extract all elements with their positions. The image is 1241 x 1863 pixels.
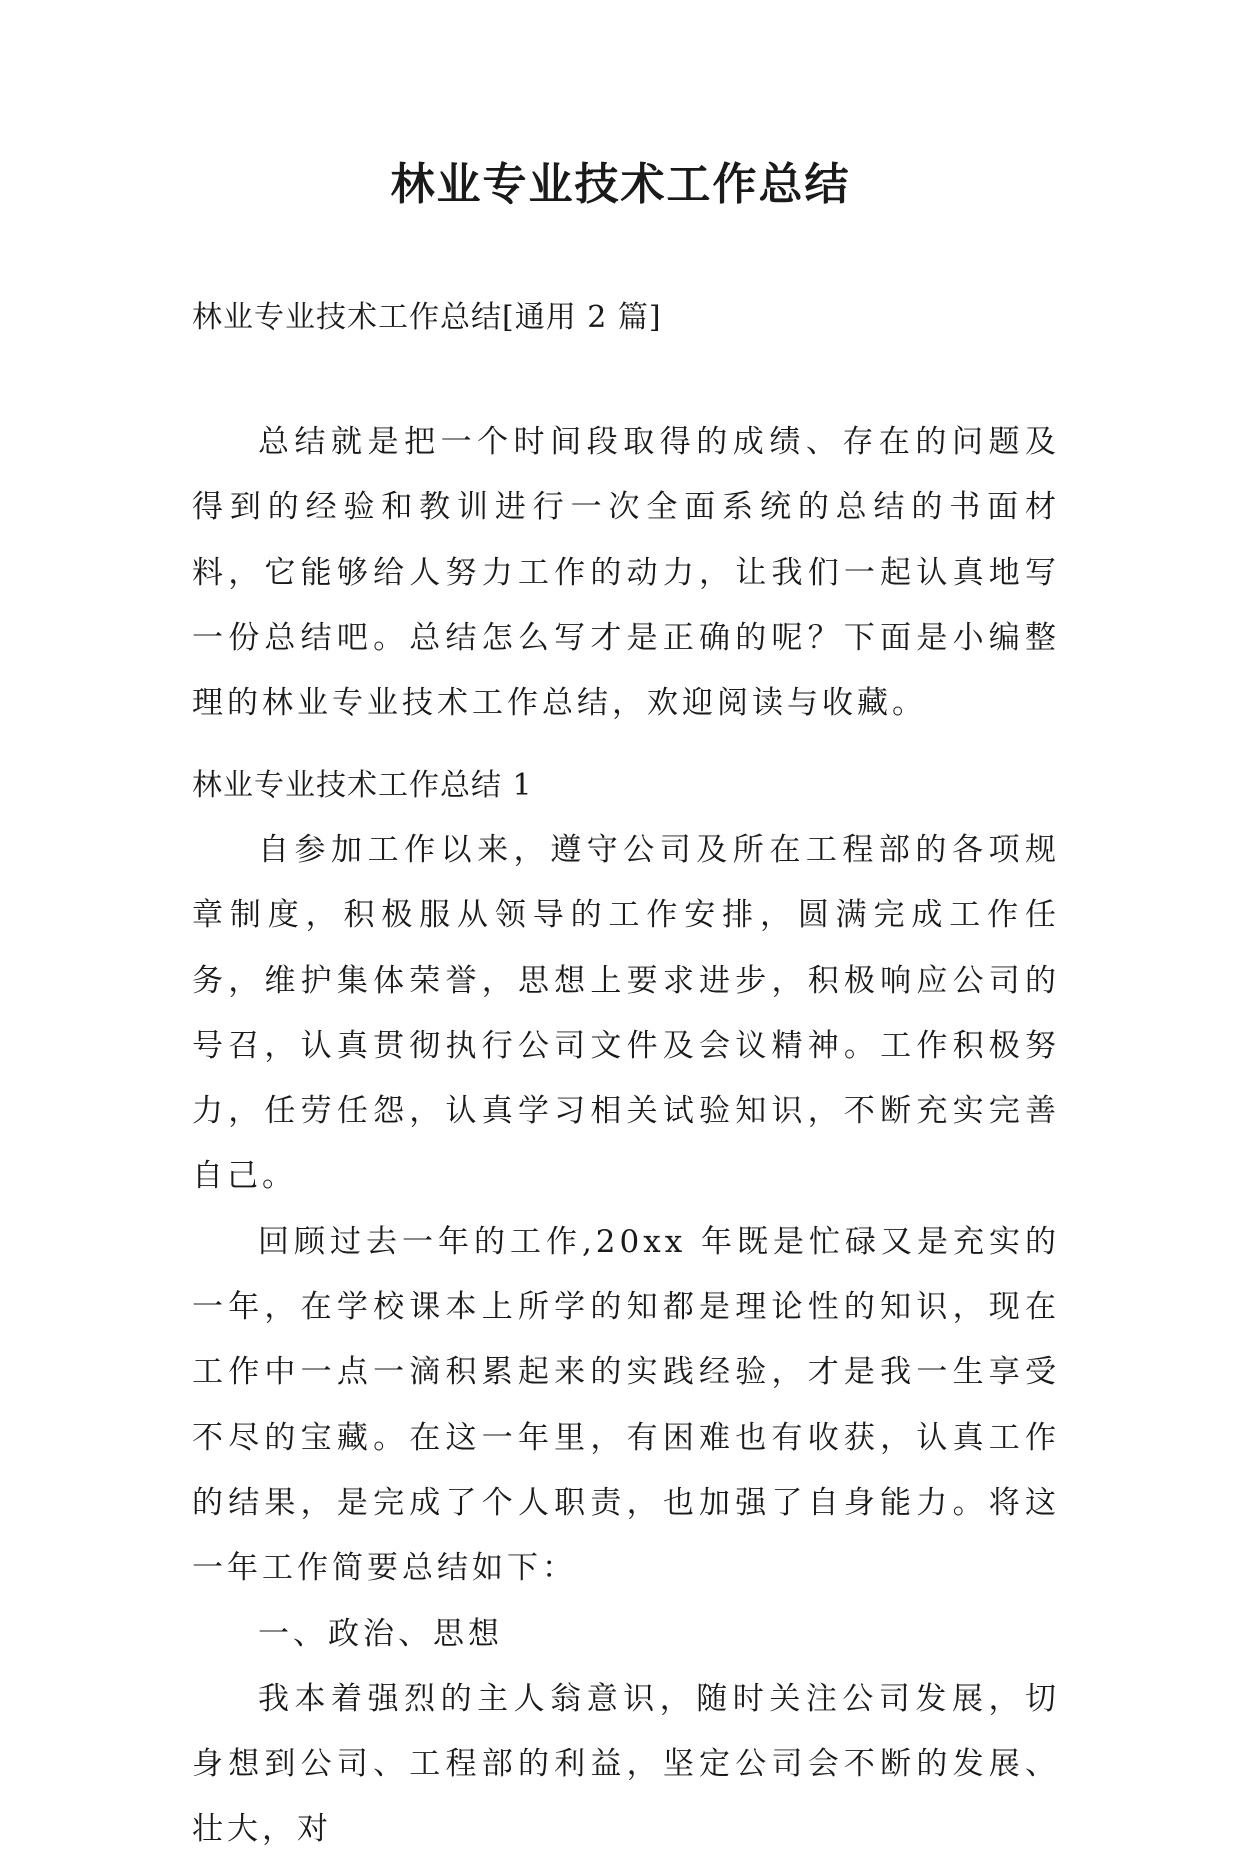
section-heading: 林业专业技术工作总结 1 [192, 768, 533, 803]
body-paragraph: 我本着强烈的主人翁意识，随时关注公司发展，切身想到公司、工程部的利益，坚定公司会不断的发展、壮大，对 [192, 1680, 1060, 1848]
body-paragraph: 自参加工作以来，遵守公司及所在工程部的各项规章制度，积极服从领导的工作安排，圆满完成工作任务，维护集体荣誉，思想上要求进步，积极响应公司的号召，认真贯彻执行公司文件及会议精神。工作积极努力，任劳任怨，认真学习相关试验知识，不断充实完善自己。 [192, 832, 1060, 1195]
body-paragraph: 回顾过去一年的工作,20xx 年既是忙碌又是充实的一年，在学校课本上所学的知都是理论性的知识，现在工作中一点一滴积累起来的实践经验，才是我一生享受不尽的宝藏。在这一年里，有困难也有收获，认真工作的结果，是完成了个人职责，也加强了自身能力。将这一年工作简要总结如下： [192, 1223, 1060, 1587]
subsection-heading: 一、政治、思想 [258, 1615, 503, 1652]
intro-paragraph: 总结就是把一个时间段取得的成绩、存在的问题及得到的经验和教训进行一次全面系统的总结的书面材料，它能够给人努力工作的动力，让我们一起认真地写一份总结吧。总结怎么写才是正确的呢？下面是小编整理的林业专业技术工作总结，欢迎阅读与收藏。 [192, 424, 1060, 722]
document-title: 林业专业技术工作总结 [390, 159, 851, 210]
intro-block [192, 410, 1060, 736]
document-subtitle: 林业专业技术工作总结[通用 2 篇] [192, 300, 662, 335]
section-body [192, 818, 1060, 1863]
